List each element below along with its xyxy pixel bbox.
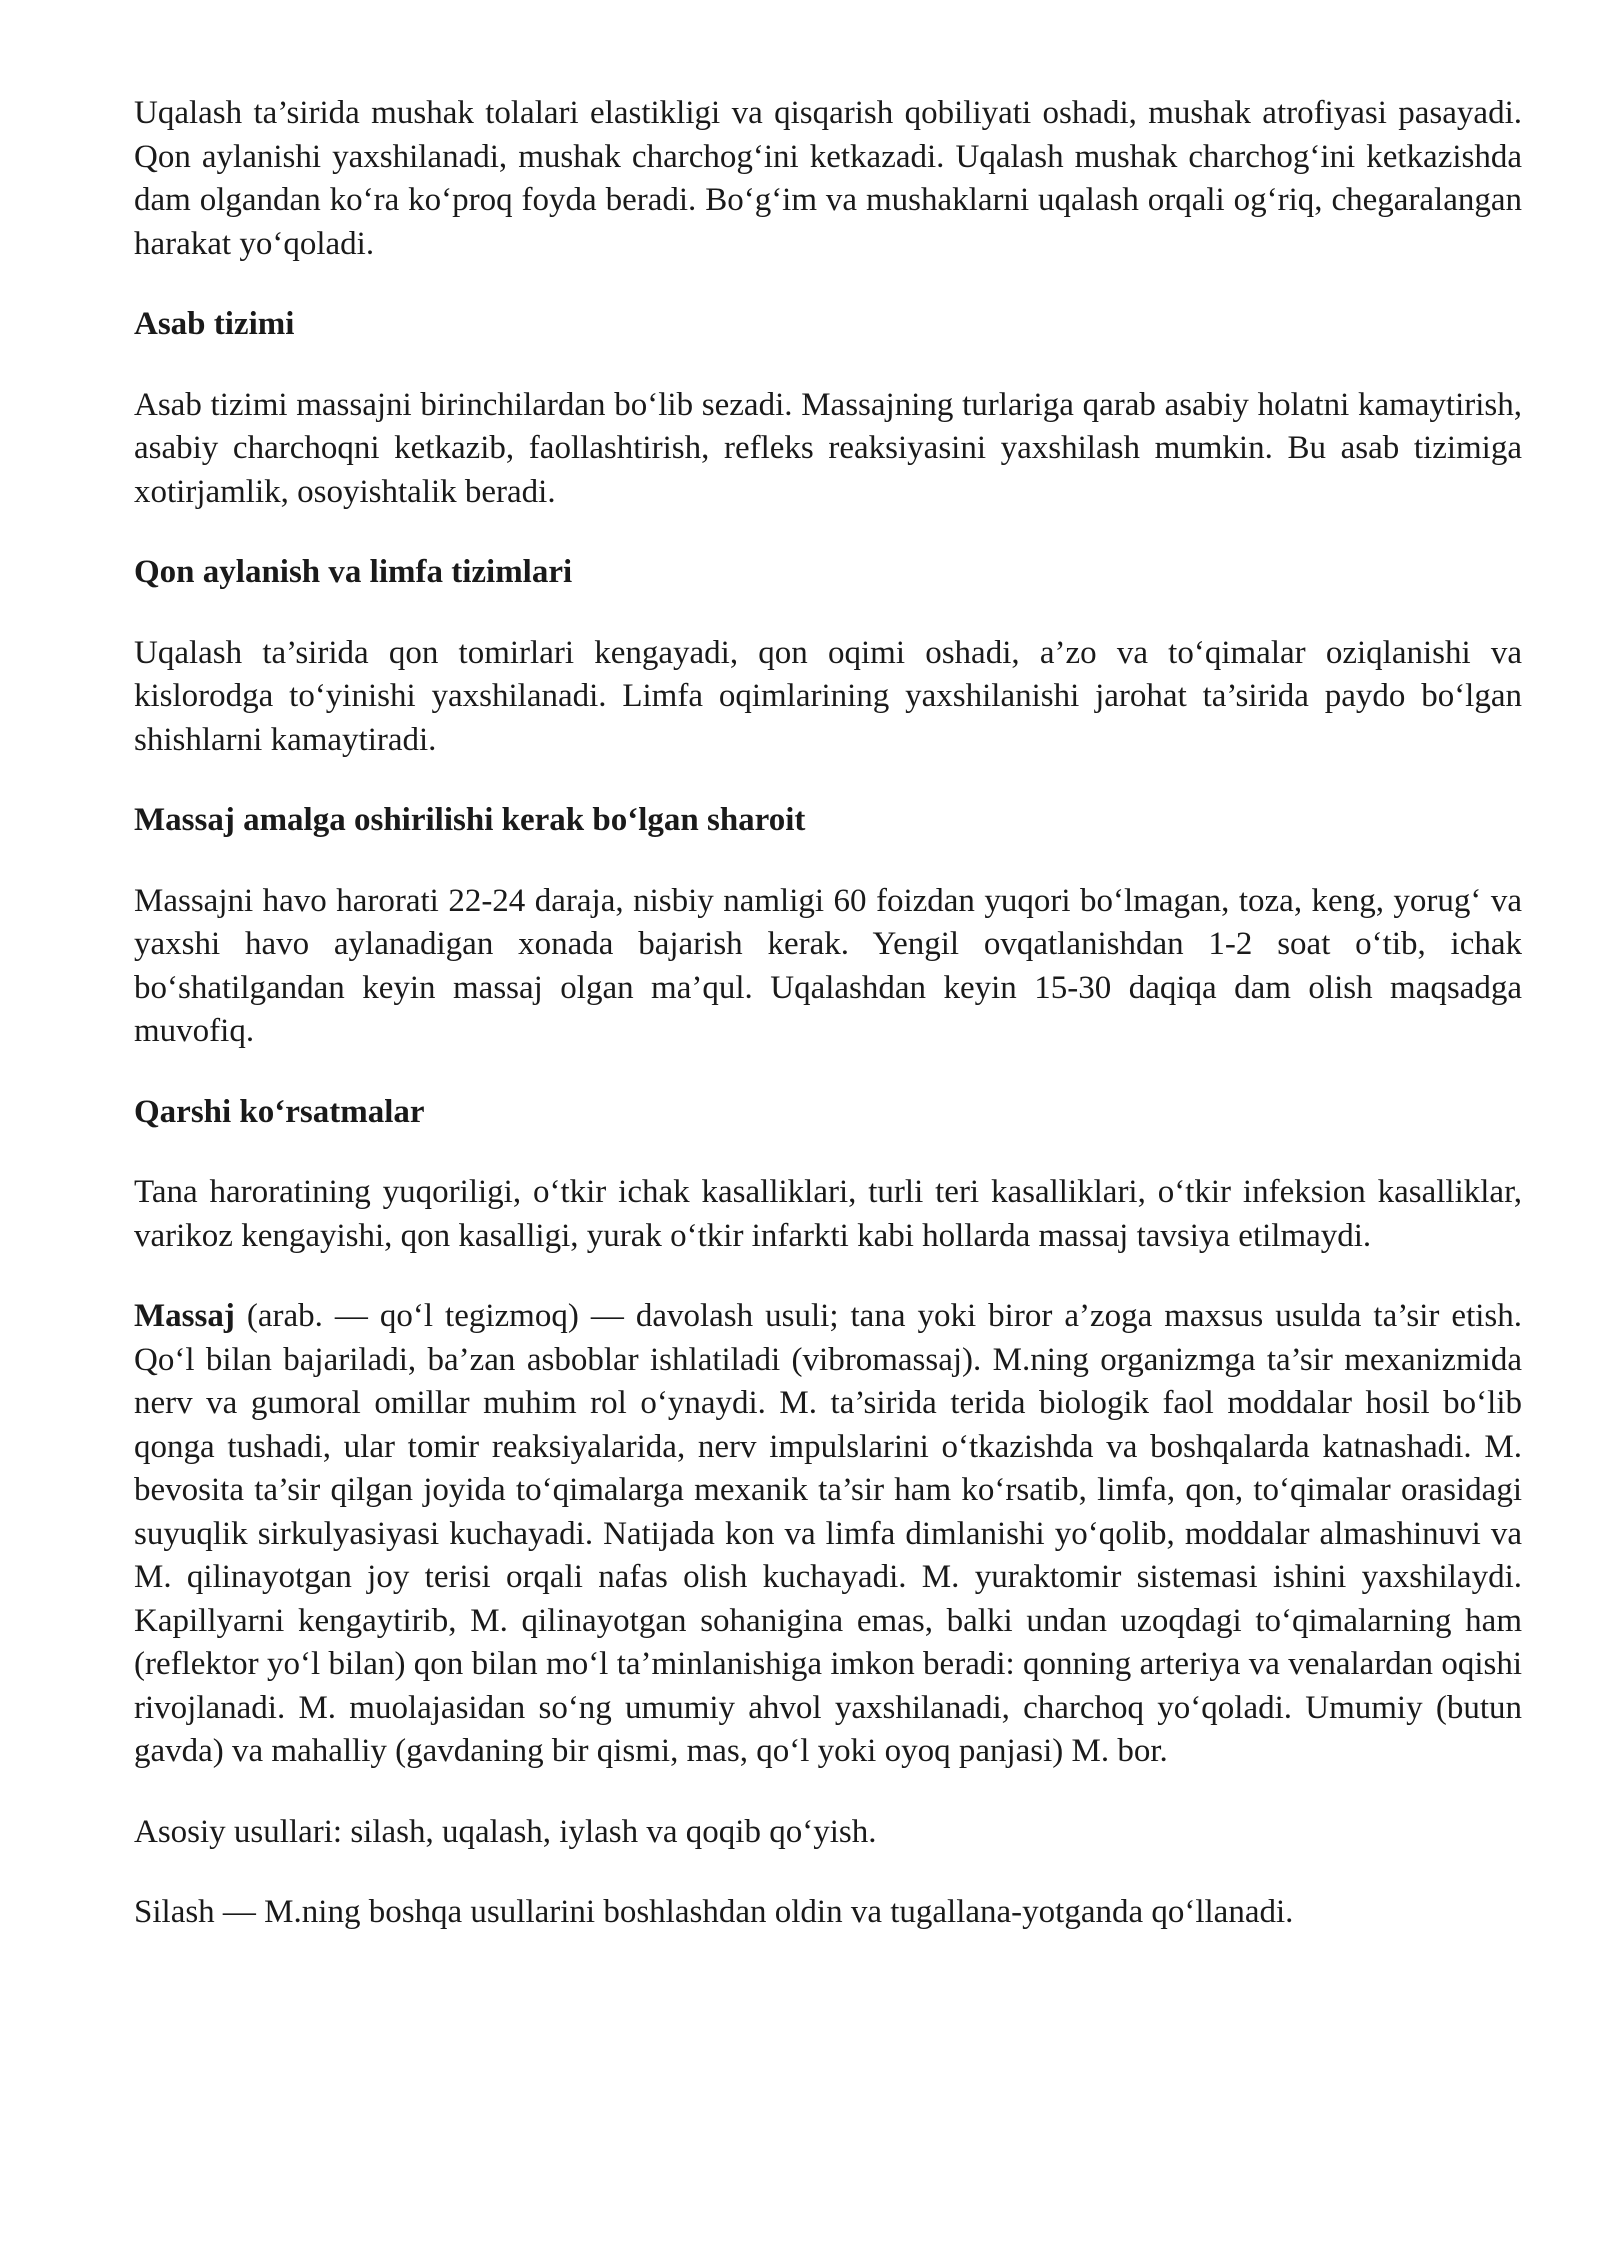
paragraph-intro: Uqalash ta’sirida mushak tolalari elastikligi va qisqarish qobiliyati oshadi, mushak atrofiyasi pasayadi. Qon aylanishi yaxshilanadi, mushak charchog‘ini ketkazadi. Uqalash mushak charchog‘ini ketkazishda dam olgandan ko‘ra ko‘proq foyda beradi. Bo‘g‘im va mushaklarni uqalash orqali og‘riq, chegaralangan harakat yo‘qoladi. [134, 95, 1522, 262]
massage-term: Massaj [134, 1298, 235, 1334]
paragraph-nervous-system: Asab tizimi massajni birinchilardan bo‘lib sezadi. Massajning turlariga qarab asabiy holatni kamaytirish, asabiy charchoqni ketkazib, faollashtirish, refleks reaksiyasini yaxshilash mumkin. Bu asab tizimiga xotirjamlik, osoyishtalik beradi. [134, 386, 1522, 510]
heading-contraindications: Qarshi ko‘rsatmalar [134, 1093, 425, 1130]
paragraph-contraindications: Tana haroratining yuqoriligi, o‘tkir ichak kasalliklari, turli teri kasalliklari, o‘tkir infeksion kasalliklar, varikoz kengayishi, qon kasalligi, yurak o‘tkir infarkti kabi hollarda massaj tavsiya etilmaydi. [134, 1174, 1522, 1254]
paragraph-stroking: Silash — M.ning boshqa usullarini boshlashdan oldin va tugallana-yotganda qo‘llanadi. [134, 1894, 1294, 1930]
heading-nervous-system: Asab tizimi [134, 306, 295, 342]
paragraph-circulation: Uqalash ta’sirida qon tomirlari kengayadi, qon oqimi oshadi, a’zo va to‘qimalar oziqlanishi va kislorodga to‘yinishi yaxshilanadi. Limfa oqimlarining yaxshilanishi jarohat ta’sirida paydo bo‘lgan shishlarni kamaytiradi. [134, 634, 1522, 758]
heading-circulation: Qon aylanish va limfa tizimlari [134, 554, 573, 590]
paragraph-conditions: Massajni havo harorati 22-24 daraja, nisbiy namligi 60 foizdan yuqori bo‘lmagan, toza, keng, yorug‘ va yaxshi havo aylanadigan xonada bajarish kerak. Yengil ovqatlanishdan 1-2 soat o‘tib, ichak bo‘shatilgandan keyin massaj olgan ma’qul. Uqalashdan keyin 15-30 daqiqa dam olish maqsadga muvofiq. [134, 882, 1522, 1049]
paragraph-main-methods: Asosiy usullari: silash, uqalash, iylash va qoqib qo‘yish. [134, 1813, 877, 1850]
massage-definition-text: (arab. — qo‘l tegizmoq) — davolash usuli; tana yoki biror a’zoga maxsus usulda ta’sir etish. Qo‘l bilan bajariladi, ba’zan asboblar ishlatiladi (vibromassaj). M.ning organizmga ta’sir mexanizmida nerv va gumoral omillar muhim rol o‘ynaydi. M. ta’sirida terida biologik faol moddalar hosil bo‘lib qonga tushadi, ular tomir reaksiyalarida, nerv impulslarini o‘tkazishda va boshqalarda katnashadi. M. bevosita ta’sir qilgan joyida to‘qimalarga mexanik ta’sir ham ko‘rsatib, limfa, qon, to‘qimalar orasidagi suyuqlik sirkulyasiyasi kuchayadi. Natijada kon va limfa dimlanishi yo‘qolib, moddalar almashinuvi va M. qilinayotgan joy terisi orqali nafas olish kuchayadi. M. yuraktomir sistemasi ishini yaxshilaydi. Kapillyarni kengaytirib, M. qilinayotgan sohanigina emas, balki undan uzoqdagi to‘qimalarning ham (reflektor yo‘l bilan) qon bilan mo‘l ta’minlanishiga imkon beradi: qonning arteriya va venalardan oqishi rivojlanadi. M. muolajasidan so‘ng umumiy ahvol yaxshilanadi, charchoq yo‘qoladi. Umumiy (butun gavda) va mahalliy (gavdaning bir qismi, mas, qo‘l yoki oyoq panjasi) M. bor. [134, 1298, 1522, 1769]
heading-conditions: Massaj amalga oshirilishi kerak bo‘lgan sharoit [134, 802, 806, 838]
paragraph-massage-definition [134, 1295, 1522, 1774]
document-page [134, 92, 1522, 1972]
